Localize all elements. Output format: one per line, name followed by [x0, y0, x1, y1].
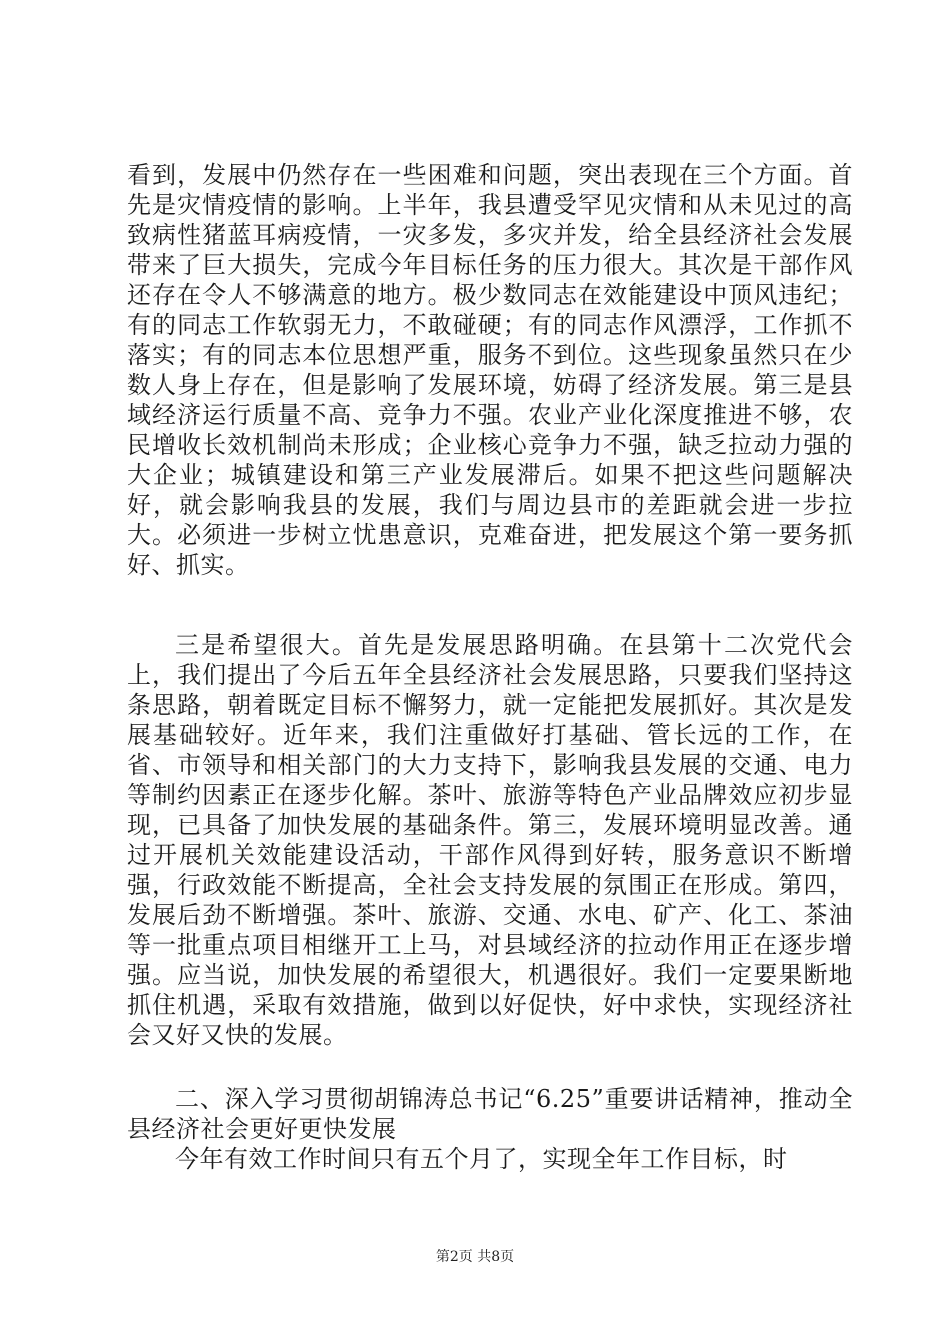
paragraph-text: 今年有效工作时间只有五个月了，实现全年工作目标，时: [175, 1145, 788, 1173]
paragraph-text: 三是希望很大。首先是发展思路明确。在县第十二次党代会上，我们提出了今后五年全县经济社会发展思路，只要我们坚持这条思路，朝着既定目标不懈努力，就一定能把发展抓好。其次是发展基础较好。近年来，我们注重做好打基础、管长远的工作，在省、市领导和相关部门的大力支持下，影响我县发展的交通、电力等制约因素正在逐步化解。茶叶、旅游等特色产业品牌效应初步显现，已具备了加快发展的基础条件。第三，发展环境明显改善。通过开展机关效能建设活动，干部作风得到好转，服务意识不断增强，行政效能不断提高，全社会支持发展的氛围正在形成。第四，发展后劲不断增强。茶叶、旅游、交通、水电、矿产、化工、茶油等一批重点项目相继开工上马，对县域经济的拉动作用正在逐步增强。应当说，加快发展的希望很大，机遇很好。我们一定要果断地抓住机遇，采取有效措施，做到以好促快，好中求快，实现经济社会又好又快的发展。: [127, 631, 853, 1049]
section-heading-text: 二、深入学习贯彻胡锦涛总书记“6.25”重要讲话精神，推动全县经济社会更好更快发展: [127, 1085, 853, 1143]
page-number: 第2页 共8页: [435, 1249, 515, 1265]
paragraph-continuation: [127, 160, 853, 580]
paragraph-final: [127, 1144, 853, 1174]
section-heading: [127, 1084, 853, 1144]
page-footer: [0, 1248, 950, 1266]
paragraph-hope: [127, 630, 853, 1050]
paragraph-text: 看到，发展中仍然存在一些困难和问题，突出表现在三个方面。首先是灾情疫情的影响。上半年，我县遭受罕见灾情和从未见过的高致病性猪蓝耳病疫情，一灾多发，多灾并发，给全县经济社会发展带来了巨大损失，完成今年目标任务的压力很大。其次是干部作风还存在令人不够满意的地方。极少数同志在效能建设中顶风违纪；有的同志工作软弱无力，不敢碰硬；有的同志作风漂浮，工作抓不落实；有的同志本位思想严重，服务不到位。这些现象虽然只在少数人身上存在，但是影响了发展环境，妨碍了经济发展。第三是县域经济运行质量不高、竞争力不强。农业产业化深度推进不够，农民增收长效机制尚未形成；企业核心竞争力不强，缺乏拉动力强的大企业；城镇建设和第三产业发展滞后。如果不把这些问题解决好，就会影响我县的发展，我们与周边县市的差距就会进一步拉大。必须进一步树立忧患意识，克难奋进，把发展这个第一要务抓好、抓实。: [127, 161, 853, 579]
